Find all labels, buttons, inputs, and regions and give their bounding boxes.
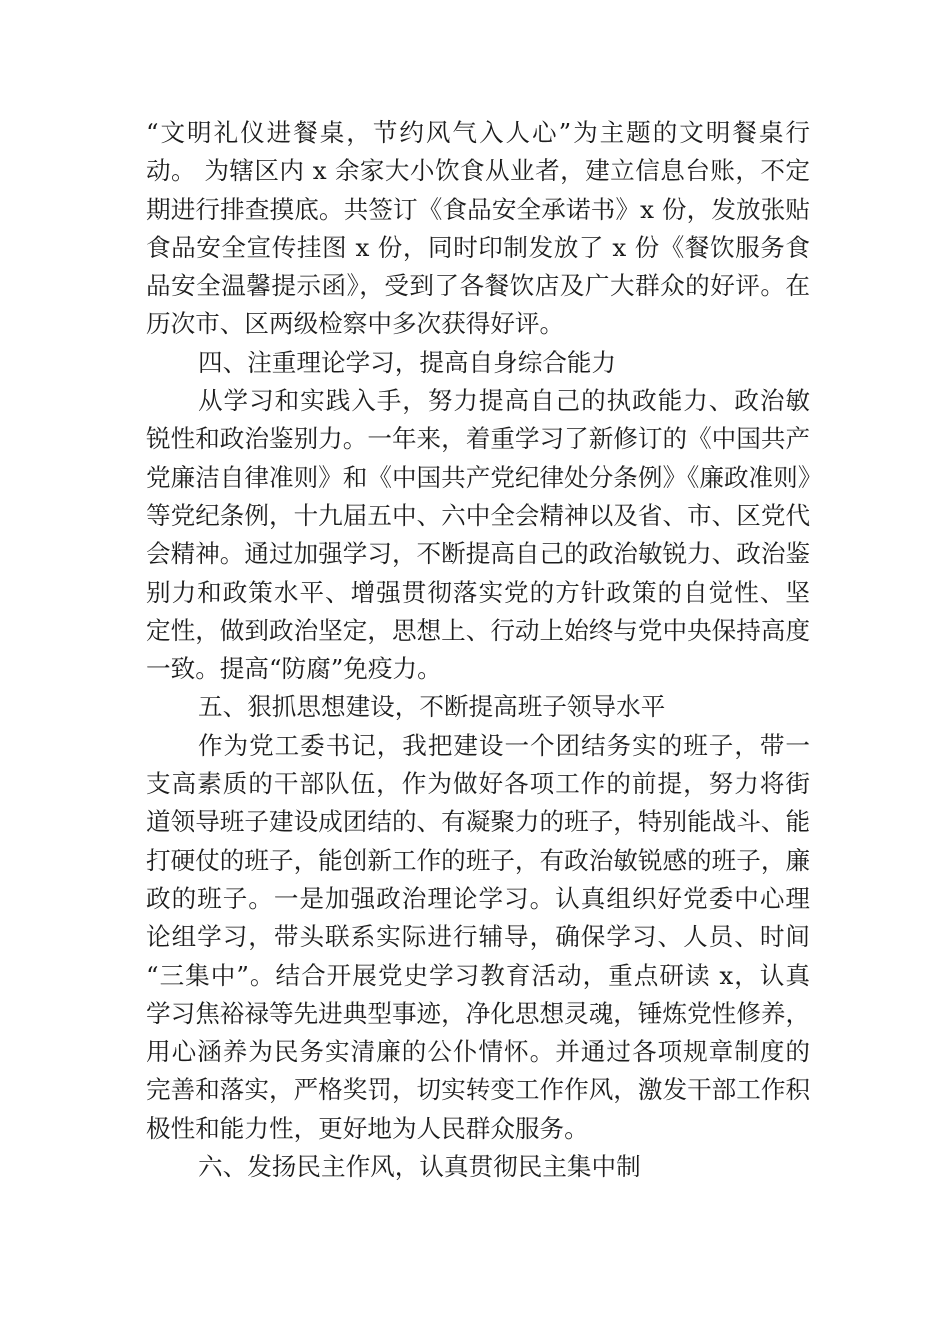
text-line: 食品安全宣传挂图 x 份，同时印制发放了 x 份《餐饮服务食: [146, 232, 810, 262]
text-line: 会精神。通过加强学习，不断提高自己的政治敏锐力、政治鉴: [146, 539, 811, 569]
text-line: “文明礼仪进餐桌，节约风气入人心”为主题的文明餐桌行: [146, 118, 810, 147]
text-line: 政的班子。一是加强政治理论学习。认真组织好党委中心理: [146, 883, 810, 913]
text-line: 打硬仗的班子，能创新工作的班子，有政治敏锐感的班子，廉: [146, 845, 811, 875]
text-line: 完善和落实，严格奖罚，切实转变工作作风，激发干部工作积: [146, 1075, 811, 1105]
text-line: 期进行排查摸底。共签订《食品安全承诺书》x 份，发放张贴: [146, 194, 810, 224]
text-line: 支高素质的干部队伍，作为做好各项工作的前提，努力将街: [146, 769, 810, 799]
text-line: 品安全温馨提示函》，受到了各餐饮店及广大群众的好评。在: [146, 271, 810, 301]
text-line: 道领导班子建设成团结的、有凝聚力的班子，特别能战斗、能: [146, 807, 811, 837]
section-heading: 六、发扬民主作风，认真贯彻民主集中制: [198, 1152, 641, 1182]
text-line: 党廉洁自律准则》和《中国共产党纪律处分条例》《廉政准则》: [146, 462, 823, 492]
text-line: 等党纪条例，十九届五中、六中全会精神以及省、市、区党代: [146, 500, 811, 530]
section-heading: 五、狠抓思想建设，不断提高班子领导水平: [198, 692, 666, 722]
document-body: [146, 114, 823, 1186]
text-line: 定性，做到政治坚定，思想上、行动上始终与党中央保持高度: [146, 615, 811, 645]
paragraph-first-line: 作为党工委书记，我把建设一个团结务实的班子，带一: [198, 730, 810, 760]
text-line: 锐性和政治鉴别力。一年来，着重学习了新修订的《中国共产: [146, 424, 811, 454]
text-line: “三集中”。结合开展党史学习教育活动，重点研读 x，认真: [146, 960, 810, 990]
text-line: 别力和政策水平、增强贯彻落实党的方针政策的自觉性、坚: [146, 577, 810, 607]
text-line: 一致。提高“防腐”免疫力。: [146, 654, 442, 684]
text-line: 论组学习，带头联系实际进行辅导，确保学习、人员、时间: [146, 922, 810, 952]
text-line: 动。 为辖区内 x 余家大小饮食从业者，建立信息台账，不定: [146, 156, 810, 186]
paragraph-first-line: 从学习和实践入手，努力提高自己的执政能力、政治敏: [198, 386, 810, 416]
text-line: 用心涵养为民务实清廉的公仆情怀。并通过各项规章制度的: [146, 1037, 810, 1067]
text-line: 学习焦裕禄等先进典型事迹，净化思想灵魂，锤炼党性修养，: [146, 998, 811, 1028]
text-line: 历次市、区两级检察中多次获得好评。: [146, 309, 565, 339]
text-line: 极性和能力性，更好地为人民群众服务。: [146, 1113, 589, 1143]
section-heading: 四、注重理论学习，提高自身综合能力: [198, 347, 617, 377]
